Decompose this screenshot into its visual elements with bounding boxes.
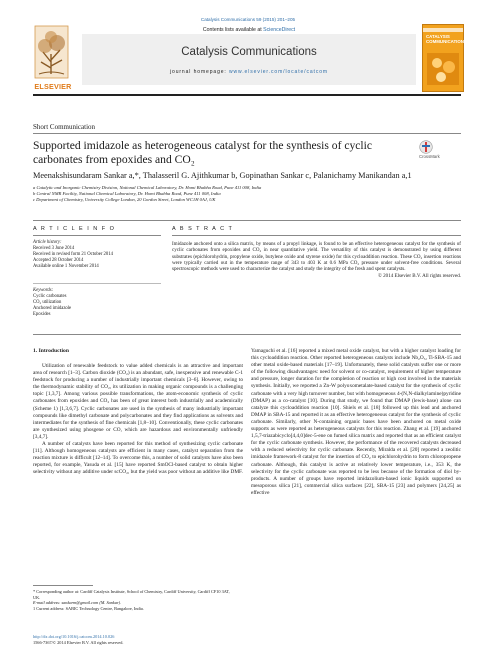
contents-line — [82, 27, 416, 33]
affiliation: c Department of Chemistry, University College London, 20 Gordon Street, London WC1H 0AJ, UK — [33, 197, 216, 202]
elsevier-tree-logo — [33, 24, 70, 91]
history-item: Received in revised form 21 October 2014 — [33, 252, 113, 258]
journal-title: Catalysis Communications — [181, 46, 317, 58]
journal-homepage — [82, 69, 416, 75]
type-rule — [33, 133, 461, 134]
history-label: Article history: — [33, 240, 62, 245]
abstract-body: Imidazole anchored onto a silica matrix, by means of a propyl linkage, is found to be an effective heterogeneous catalyst for the synthesis of cyclic carbonates from epoxides and CO₂ in near quantitative yield. The versatility of this catalyst is demonstrated by using different substrates (epichlorohydrin, propylene oxide, butylene oxide and styrene oxide) for this cycloaddition reaction. These CO₂ insertion reactions were typically carried out in the temperature range of 343 to 403 K at 0.6 MPa CO₂ pressure under solvent-free conditions. Several spectroscopic methods were used to characterize the catalyst and study the integrity of the fresh and spent catalysts. — [172, 241, 461, 273]
abstract-rule — [172, 235, 461, 236]
keyword: Anchored imidazole — [33, 306, 72, 312]
copyright: © 2014 Elsevier B.V. All rights reserved. — [378, 272, 461, 279]
elsevier-wordmark: ELSEVIER — [34, 82, 72, 91]
affiliation: a Catalytic and Inorganic Chemistry Division, National Chemical Laboratory, Dr. Homi Bhabha Road, Pune 411 008, India — [33, 185, 262, 190]
article-title — [33, 139, 403, 166]
paragraph: Yamaguchi et al. [16] reported a mixed metal oxide catalyst, but with a higher catalyst loading for this cycloaddition reaction. Other reported heterogeneous catalysts include Nb₂O₅, Ti-SBA-15 and other metal oxide-based materials [17–19]. Unfortunately, these solid catalysts suffer one or more of the following disadvantages: need for solvent or co-catalyst, requirement of higher temperature and pressure, longer duration for the completion of reaction or high cost involved in the materials synthesis. Initially, we reported a Zn-W polyoxometalate-based catalyst for the synthesis of cyclic carbonate with a very high turnover number, but with homogeneous 4-(N,N-dialkylamine)pyridine (DMAP) as a co-catalyst [10]. During that study, we found that DMAP (lewis-base) alone can catalyze this cycloaddition reaction [10]. Shiels et al. [18] followed up this lead and anchored DMAP in SBA-15 and reported it as an effective heterogeneous catalyst for the synthesis of cyclic carbonate. Similarly, other N-containing organic bases have been anchored on metal oxide supports as were reported as heterogeneous catalysts for this reaction. Zhang et al. [19] anchored 1,5,7-triazabicyclo[4,4,0]dec-5-ene on fumed silica matrix and reported that as an efficient catalyst for the cyclic carbonate synthesis. However, the performance of the recovered catalysts decreased with a reduced selectivity for cyclic carbonate. Recently, Miralda et al. [20] reported a zeolitic imidazole framework-8 catalyst for the insertion of CO₂ to epichlorohydrin to form chloropropene carbonate. Although, this catalyst is active at relatively lower temperature, i.e., 353 K, the selectivity for the cyclic carbonate was reported to be less because of the formation of diol by-products. A number of groups have reported imidazolium-based ionic liquids supported on mesoporous silica [21], commercial silica surfaces [22], SBA-15 [23] and polymers [24,25] as effective — [251, 348, 461, 496]
footnotes — [33, 589, 238, 611]
keywords — [33, 288, 161, 318]
crossmark-badge[interactable] — [419, 140, 457, 160]
cover-band — [423, 28, 463, 32]
keywords-label: Keywords: — [33, 288, 54, 293]
homepage-prefix: journal homepage: — [170, 69, 230, 75]
doi-link[interactable]: http://dx.doi.org/10.1016/j.catcom.2014.10.026 — [33, 634, 115, 639]
sciencedirect-link[interactable]: ScienceDirect — [263, 27, 296, 33]
journal-masthead — [33, 24, 467, 93]
running-header[interactable]: Catalysis Communications 59 (2015) 201–205 — [200, 17, 296, 22]
history-item: Received 3 June 2014 — [33, 246, 75, 252]
info-top-rule — [33, 220, 461, 221]
title-line: Supported imidazole as heterogeneous catalyst for the synthesis of cyclic — [33, 139, 373, 152]
history-item: Available online 1 November 2014 — [33, 264, 99, 270]
keyword: Cyclic carbonates — [33, 294, 67, 300]
cover-title: CATALYSIS COMMUNICATIONS — [426, 34, 467, 44]
footnote: E-mail address: sankarm@gmail.com (M. Sankar). — [33, 600, 122, 605]
abstract-heading: A B S T R A C T — [172, 226, 234, 232]
title-line: carbonates from epoxides and CO₂ — [33, 152, 195, 166]
footnote-rule — [33, 585, 93, 586]
homepage-link[interactable]: www.elsevier.com/locate/catcom — [229, 69, 328, 75]
crossmark-icon — [419, 140, 433, 154]
right-column — [251, 348, 461, 497]
issn-line: 1566-7367/© 2014 Elsevier B.V. All rights reserved. — [33, 639, 124, 645]
contents-prefix: Contents lists available at — [202, 27, 264, 33]
article-type: Short Communication — [33, 123, 96, 131]
paragraph: A number of catalysts have been reported for this method of synthesizing cyclic carbonate [11]. Although homogeneous catalysts are efficient in many cases, catalyst separation from the reaction mixture is difficult [12–14]. To overcome this, a number of solid catalysts have also been reported, for example, Yasuda et al. [15] have reported SmOCl-based catalyst to obtain higher selectivity without any additive under scCO₂, but the yield was poor without an additive like DMF. — [33, 441, 243, 476]
paragraph: Utilization of renewable feedstock to value added chemicals is an attractive and important area of research [1–3]. Carbon dioxide (CO₂) is an abundant, safe, inexpensive and renewable C-1 feedstock for producing a number of industrially important chemicals [3–6]. However, owing to the thermodynamic stability of CO₂, its utilization in making organic compounds is a challenging topic [1,3,7]. Among various possible transformations, the atom-economic synthesis of cyclic carbonates from epoxides and CO₂ has been of great interest both industrially and academically (Scheme 1) [1,3,6,7]. Cyclic carbonates are used in the synthesis of many industrially important compounds like dimethyl carbonate and polycarbonates and they find applications as solvents and intermediates for the synthesis of fine chemicals [1,8–10]. Conventionally, these cyclic carbonates are synthesized using phosgene or CO, which are hazardous and environmentally unfriendly [3,4,7]. — [33, 363, 243, 440]
masthead-band — [82, 34, 416, 85]
abstract-bottom-rule — [33, 334, 461, 335]
journal-cover-thumbnail — [422, 24, 467, 92]
footnote: * Corresponding author at: Cardiff Catalysis Institute, School of Chemistry, Cardiff University, Cardiff CF10 3AT, UK. — [33, 589, 230, 600]
author-list: Meenakshisundaram Sankar a,*, Thalasseril G. Ajithkumar b, Gopinathan Sankar c, Palanichamy Manikandan a,1 — [33, 171, 412, 180]
left-column — [33, 363, 243, 477]
keyword: Epoxides — [33, 312, 51, 318]
article-info-heading: A R T I C L E I N F O — [33, 226, 116, 232]
info-rule — [33, 235, 161, 236]
abstract-text — [172, 241, 461, 279]
affiliation: b Central NMR Facility, National Chemical Laboratory, Dr. Homi Bhabha Road, Pune 411 008, India — [33, 191, 221, 196]
section-heading: 1. Introduction — [33, 348, 69, 354]
footnote: 1 Current address: SABIC Technology Centre, Bangalore, India. — [33, 605, 144, 611]
keyword: CO₂ utilization — [33, 300, 62, 306]
history-rule — [33, 283, 161, 284]
history-item: Accepted 28 October 2014 — [33, 258, 84, 264]
crossmark-label: CrossMark — [419, 154, 440, 159]
cover-graphic — [427, 53, 459, 85]
article-identifiers — [33, 634, 123, 645]
article-history — [33, 240, 161, 270]
masthead-rule — [33, 94, 461, 96]
